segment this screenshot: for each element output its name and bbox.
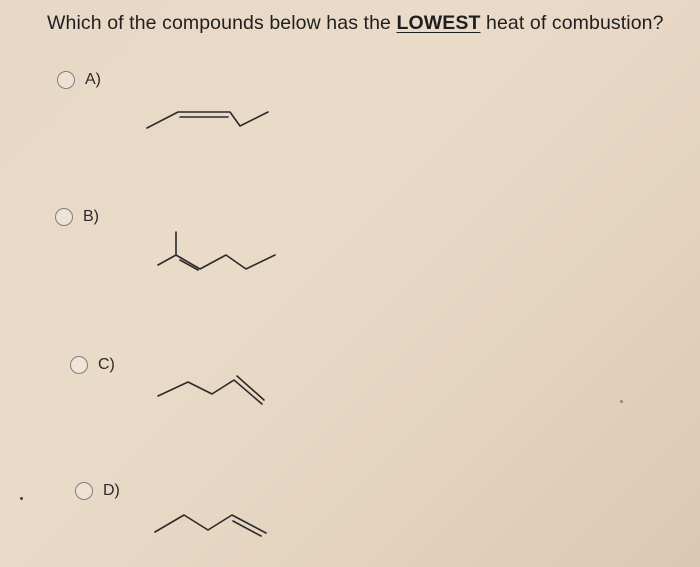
structure-a — [140, 100, 275, 135]
option-d[interactable] — [75, 482, 120, 500]
paper-speck — [620, 400, 623, 403]
option-d-label: D) — [103, 482, 120, 499]
structure-a-bonds — [147, 112, 268, 128]
option-b-label: B) — [83, 208, 99, 225]
structure-b-double-bond — [180, 260, 198, 270]
structure-b-bonds — [158, 232, 275, 269]
radio-button-a[interactable] — [57, 71, 75, 89]
option-c[interactable] — [70, 356, 115, 374]
structure-c-double-bond — [237, 376, 264, 400]
structure-c — [150, 370, 270, 410]
option-b[interactable] — [55, 208, 99, 226]
option-c-label: C) — [98, 356, 115, 373]
structure-d — [148, 505, 273, 540]
question-prefix: Which of the compounds below has the — [47, 12, 397, 34]
radio-button-d[interactable] — [75, 482, 93, 500]
question-text — [47, 12, 664, 35]
option-a[interactable] — [57, 71, 101, 89]
option-a-label: A) — [85, 71, 101, 88]
question-emphasis: LOWEST — [396, 12, 481, 34]
radio-button-c[interactable] — [70, 356, 88, 374]
radio-button-b[interactable] — [55, 208, 73, 226]
structure-b — [150, 225, 280, 275]
paper-speck — [20, 497, 23, 500]
question-suffix: heat of combustion? — [480, 12, 664, 34]
